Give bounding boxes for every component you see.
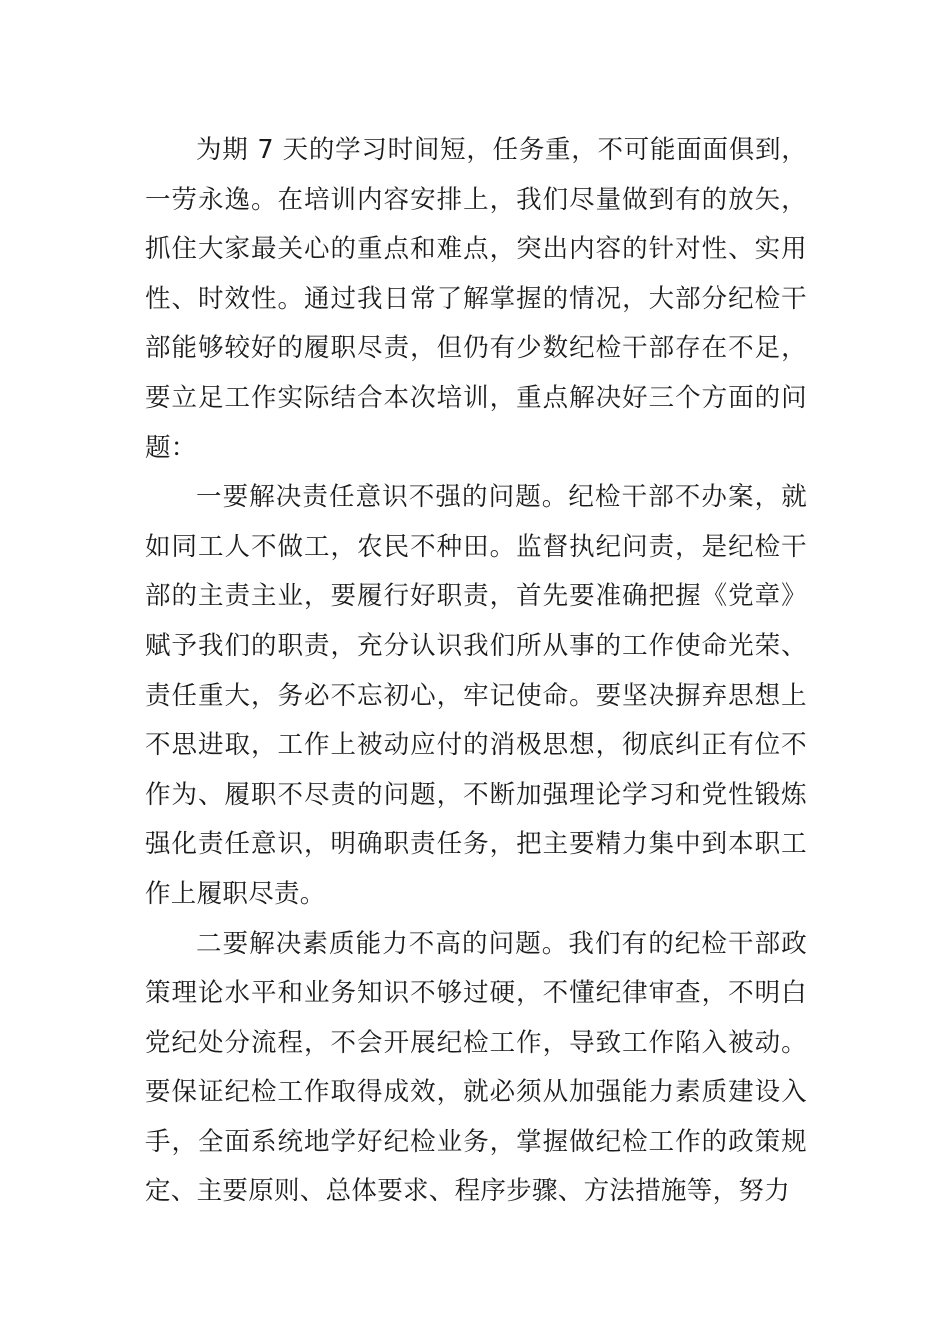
document-body [145, 126, 807, 1217]
paragraph-study-arrangement: 为期 7 天的学习时间短，任务重，不可能面面俱到，一劳永逸。在培训内容安排上，我们尽量做到有的放矢，抓住大家最关心的重点和难点，突出内容的针对性、实用性、时效性。通过我日常了解掌握的情况，大部分纪检干部能够较好的履职尽责，但仍有少数纪检干部存在不足，要立足工作实际结合本次培训，重点解决好三个方面的问题： [145, 135, 807, 463]
paragraph-competence: 二要解决素质能力不高的问题。我们有的纪检干部政策理论水平和业务知识不够过硬，不懂纪律审查，不明白党纪处分流程，不会开展纪检工作，导致工作陷入被动。要保证纪检工作取得成效，就必须从加强能力素质建设入手，全面系统地学好纪检业务，掌握做纪检工作的政策规定、主要原则、总体要求、程序步骤、方法措施等，努力 [145, 928, 807, 1207]
paragraph-responsibility: 一要解决责任意识不强的问题。纪检干部不办案，就如同工人不做工，农民不种田。监督执纪问责，是纪检干部的主责主业，要履行好职责，首先要准确把握《党章》赋予我们的职责，充分认识我们所从事的工作使命光荣、责任重大，务必不忘初心，牢记使命。要坚决摒弃思想上不思进取，工作上被动应付的消极思想，彻底纠正有位不作为、履职不尽责的问题，不断加强理论学习和党性锻炼强化责任意识，明确职责任务，把主要精力集中到本职工作上履职尽责。 [145, 482, 807, 909]
